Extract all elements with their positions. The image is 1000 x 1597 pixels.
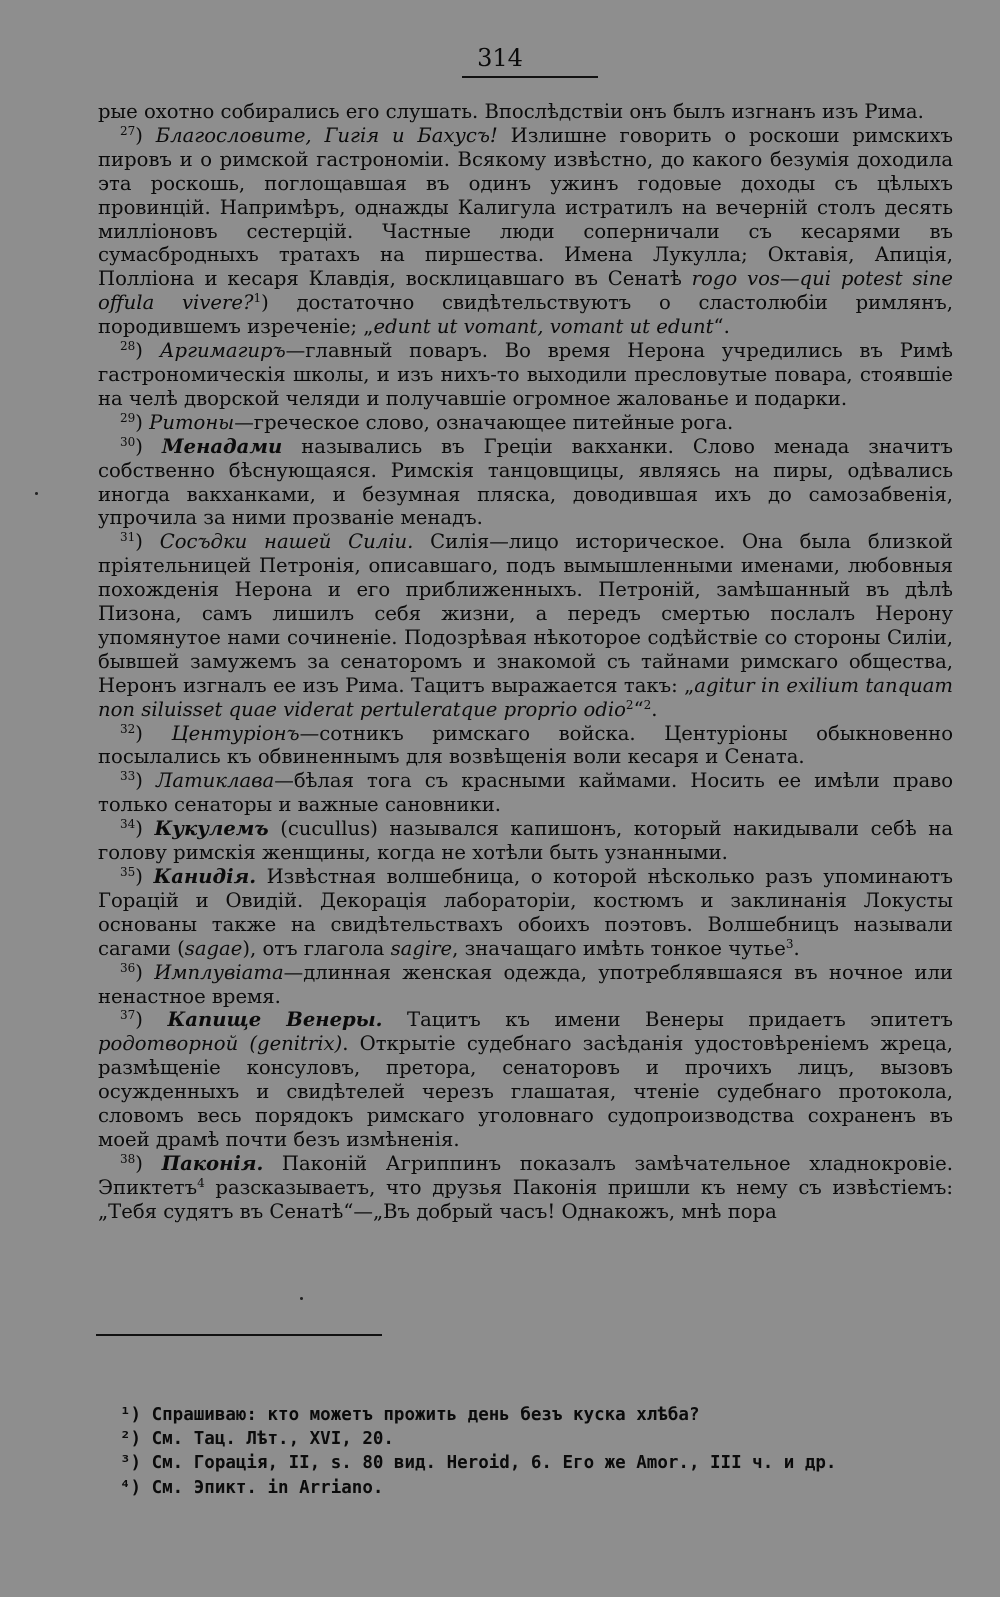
paragraph-text: —бѣлая тога съ красными каймами. Носить ее имѣли право только сенаторы и важные сановники.	[98, 769, 954, 817]
footnotes	[120, 1403, 960, 1500]
endnote-paragraph: $^{38}$) Паконія. Паконій Агриппинъ показалъ замѣчательное хладнокровіе. Эпиктетъ$^4$ разсказываетъ, что друзья Паконія пришли къ нему съ извѣстіемъ: „Тебя судятъ въ Сенатѣ“—„Въ добрый часъ! Однакожъ, мнѣ пора	[98, 1151, 954, 1223]
endnote-number: 36	[120, 960, 136, 975]
endnote-number: 37	[120, 1008, 136, 1023]
latin-phrase: sagae	[184, 936, 243, 960]
endnote-paragraph: $^{28}$) Аргимагиръ—главный поваръ. Во время Нерона учредились въ Римѣ гастрономическія школы, и изъ нихъ-то выходили пресловутые повара, стоявшіе на челѣ дворской челяди и получавшіе огромное жалованье и подарки.	[98, 339, 953, 410]
paragraph-text: разсказываетъ, что друзья Паконія пришли къ нему съ извѣстіемъ: „Тебя судятъ въ Сенатѣ“—„Въ добрый часъ! Однакожъ, мнѣ пора	[98, 1175, 953, 1223]
scan-speck	[300, 1297, 303, 1300]
page-number: 314	[477, 44, 523, 72]
paragraph-text: рые охотно собирались его слушать. Впослѣдствіи онъ былъ изгнанъ изъ Рима.	[98, 100, 924, 123]
paragraph-text: , значащаго имѣть тонкое чутье	[452, 936, 786, 960]
endnote-paragraph: $^{37}$) Капище Венеры. Тацитъ къ имени Венеры придаетъ эпитетъ родотворной (genitrix). Открытіе судебнаго засѣданія удостовѣреніемъ жреца, размѣщеніе консуловъ, претора, сенаторовъ и прочихъ лицъ, вызовъ осужденныхъ и свидѣтелей черезъ глашатая, чтеніе судебнаго протокола, словомъ весь порядокъ римскаго уголовнаго судопроизводства сохраненъ въ моей драмѣ почти безъ измѣненія.	[98, 1008, 954, 1151]
footnote-item: ³) См. Горація, II, s. 80 вид. Heroid, 6. Его же Amor., III ч. и др.	[120, 1453, 837, 1474]
footnote-ref: 1	[253, 291, 262, 306]
latin-phrase: родотворной (genitrix)	[98, 1032, 343, 1056]
paragraph-text: Излишне говорить о роскоши римскихъ пировъ и о римской гастрономіи. Всякому извѣстно, до какого безумія доходила эта роскошь, поглощавшая въ одинъ ужинъ годовые доходы съ цѣлыхъ провинцій. Напримѣръ, однажды Калигула истратилъ на вечерній столъ десять милліоновъ сестерцій. Частные люди соперничали съ кесарями въ сумасбродныхъ тратахъ на пиршества. Имена Лукулла; Октавія, Апиція, Полліона и кесаря Клавдія, восклицавшаго въ Сенатѣ	[98, 123, 954, 291]
paragraph-text: . Открытіе судебнаго засѣданія удостовѣреніемъ жреца, размѣщеніе консуловъ, претора, сенаторовъ и прочихъ лицъ, вызовъ осужденныхъ и свидѣтелей черезъ глашатая, чтеніе судебнаго протокола, словомъ весь порядокъ римскаго уголовнаго судопроизводства сохраненъ въ моей драмѣ почти безъ измѣненія.	[98, 1032, 953, 1151]
paragraph-text: .	[651, 697, 658, 721]
footnote-ref: 3	[785, 936, 794, 951]
body-text	[98, 100, 953, 1224]
paragraph-text: назывались въ Греціи вакханки. Слово менада значитъ собственно бѣснующаяся. Римскія танцовщицы, являясь на пиры, одѣвались иногда вакханками, и безумная пляска, доводившая ихъ до самозабвенія, упрочила за ними прозваніе менадъ.	[98, 434, 954, 530]
footnote-rule	[96, 1334, 382, 1336]
continued-paragraph	[98, 100, 953, 124]
footnote-ref: 4	[197, 1175, 205, 1190]
endnote-term: Сосъдки нашей Силіи.	[159, 530, 414, 554]
footnote-item: ¹) Спрашиваю: кто можетъ прожить день безъ куска хлѣба?	[120, 1405, 700, 1425]
endnote-term: Канидія.	[153, 865, 257, 888]
paragraph-text: “	[633, 697, 644, 721]
header-rule	[462, 76, 598, 78]
endnote-term: Латиклава	[156, 769, 275, 793]
scan-speck	[35, 492, 38, 495]
endnote-number: 30	[120, 434, 136, 449]
paragraph-text: .	[793, 936, 800, 960]
endnote-paragraph: $^{35}$) Канидія. Извѣстная волшебница, о которой нѣсколько разъ упоминаютъ Горацій и Овидій. Декорація лабораторіи, костюмъ и заклинанія Локусты основаны также на свидѣтельствахъ обоихъ поэтовъ. Волшебницъ называли сагами (sagae), отъ глагола sagire, значащаго имѣть тонкое чутье$^3$.	[98, 865, 953, 960]
paragraph-text: —главный поваръ. Во время Нерона учредились въ Римѣ гастрономическія школы, и изъ нихъ-то выходили пресловутые повара, стоявшіе на челѣ дворской челяди и получавшіе огромное жалованье и подарки.	[98, 339, 953, 410]
paragraph-text: Извѣстная волшебница, о которой нѣсколько разъ упоминаютъ Горацій и Овидій. Декорація лабораторіи, костюмъ и заклинанія Локусты основаны также на свидѣтельствахъ обоихъ поэтовъ. Волшебницъ называли сагами (	[98, 865, 953, 960]
footnote-ref: 2	[625, 697, 634, 712]
endnote-paragraph: $^{31}$) Сосъдки нашей Силіи. Силія—лицо историческое. Она была близкой пріятельницей Петронія, описавшаго, подъ вымышленными именами, любовныя похожденія Нерона и его приближенныхъ. Петроній, замѣшанный въ дѣлѣ Пизона, самъ лишилъ себя жизни, а передъ смертью послалъ Нерону упомянутое нами сочиненіе. Подозрѣвая нѣкоторое содѣйствіе со стороны Силіи, бывшей замужемъ за сенаторомъ и знакомой съ тайнами римскаго общества, Неронъ изгналъ ее изъ Рима. Тацитъ выражается такъ: „agitur in exilium tanquam non siluisset quae viderat pertuleratque proprio odio$^2$“$^2$.	[98, 530, 953, 721]
footnote-item: ⁴) См. Эпикт. in Arriano.	[120, 1477, 384, 1498]
paragraph-text: ), отъ глагола	[242, 936, 391, 960]
endnote-term: Капище Венеры.	[167, 1008, 383, 1032]
footnote-item: ²) См. Тац. Лѣт., XVI, 20.	[120, 1429, 394, 1450]
endnote-number: 32	[120, 721, 136, 736]
endnote-term: Благословите, Гигія и Бахусъ!	[155, 123, 498, 147]
latin-phrase: sagire	[390, 936, 453, 960]
endnote-term: Центуріонъ	[171, 721, 300, 745]
endnote-term: Ритоны	[149, 410, 235, 434]
endnote-number: 27	[120, 123, 136, 138]
endnote-term: Кукулемъ	[154, 817, 269, 841]
endnote-term: Менадами	[161, 434, 283, 458]
endnote-paragraph: $^{33}$) Латиклава—бѣлая тога съ красными каймами. Носить ее имѣли право только сенаторы и важные сановники.	[98, 769, 954, 817]
endnote-number: 34	[120, 817, 136, 832]
endnote-number: 31	[120, 530, 136, 545]
paragraph-text: Силія—лицо историческое. Она была близкой пріятельницей Петронія, описавшаго, подъ вымышленными именами, любовныя похожденія Нерона и его приближенныхъ. Петроній, замѣшанный въ дѣлѣ Пизона, самъ лишилъ себя жизни, а передъ смертью послалъ Нерону упомянутое нами сочиненіе. Подозрѣвая нѣкоторое содѣйствіе со стороны Силіи, бывшей замужемъ за сенаторомъ и знакомой съ тайнами римскаго общества, Неронъ изгналъ ее изъ Рима. Тацитъ выражается такъ: „	[98, 530, 953, 697]
endnote-paragraph: $^{34}$) Кукулемъ (cucullus) назывался капишонъ, который накидывали себѣ на голову римскія женщины, когда не хотѣли быть узнанными.	[98, 817, 954, 865]
paragraph-text: достаточно свидѣтельствуютъ о сластолюбіи римлянъ, породившемъ изреченіе; „	[98, 291, 953, 339]
endnote-paragraph: $^{36}$) Имплувіата—длинная женская одежда, употреблявшаяся въ ночное или ненастное время.	[98, 960, 953, 1008]
endnote-term: Имплувіата	[154, 960, 284, 984]
endnote-number: 35	[120, 865, 136, 879]
paragraph-text: Тацитъ къ имени Венеры придаетъ эпитетъ	[407, 1008, 954, 1032]
latin-phrase: edunt ut vomant, vomant ut edunt	[373, 315, 714, 339]
endnote-paragraph: $^{30}$) Менадами назывались въ Греціи вакханки. Слово менада значитъ собственно бѣснующаяся. Римскія танцовщицы, являясь на пиры, одѣвались иногда вакханками, и безумная пляска, доводившая ихъ до самозабвенія, упрочила за ними прозваніе менадъ.	[98, 434, 954, 530]
endnote-term: Паконія.	[161, 1151, 264, 1175]
paragraph-text: —греческое слово, означающее питейные рога.	[234, 410, 734, 434]
paragraph-text: —сотникъ римскаго войска. Центуріоны обыкновенно посылались къ обвиненнымъ для возвѣщенія воли кесаря и Сената.	[98, 721, 953, 769]
endnote-paragraph: $^{27}$) Благословите, Гигія и Бахусъ! Излишне говорить о роскоши римскихъ пировъ и о римской гастрономіи. Всякому извѣстно, до какого безумія доходила эта роскошь, поглощавшая въ одинъ ужинъ годовые доходы съ цѣлыхъ провинцій. Напримѣръ, однажды Калигула истратилъ на вечерній столъ десять милліоновъ сестерцій. Частные люди соперничали съ кесарями въ сумасбродныхъ тратахъ на пиршества. Имена Лукулла; Октавія, Апиція, Полліона и кесаря Клавдія, восклицавшаго въ Сенатѣ rogo vos—qui potest sine offula vivere?$^1$) достаточно свидѣтельствуютъ о сластолюбіи римлянъ, породившемъ изреченіе; „edunt ut vomant, vomant ut edunt“.	[98, 123, 954, 339]
endnote-paragraph: $^{32}$) Центуріонъ—сотникъ римскаго войска. Центуріоны обыкновенно посылались къ обвиненнымъ для возвѣщенія воли кесаря и Сената.	[98, 721, 953, 769]
latin-phrase: agitur in exilium tanquam non siluisset quae viderat pertuleratque proprio odio	[98, 673, 953, 721]
paragraph-text: (cucullus) назывался капишонъ, который накидывали себѣ на голову римскія женщины, когда не хотѣли быть узнанными.	[98, 817, 954, 865]
paragraph-text: Паконій Агриппинъ показалъ замѣчательное хладнокровіе. Эпиктетъ	[98, 1151, 954, 1199]
latin-phrase: rogo vos—qui potest sine offula vivere?	[98, 267, 953, 315]
endnote-number: 33	[120, 769, 136, 784]
endnote-number: 29	[120, 410, 136, 425]
footnote-ref: 2	[643, 697, 652, 712]
endnote-number: 38	[120, 1151, 136, 1166]
endnote-number: 28	[120, 339, 136, 354]
endnote-paragraph: $^{29}$) Ритоны—греческое слово, означающее питейные рога.	[120, 410, 734, 434]
endnote-term: Аргимагиръ	[159, 339, 286, 363]
paragraph-text: —длинная женская одежда, употреблявшаяся въ ночное или ненастное время.	[98, 960, 953, 1008]
paragraph-text: “.	[713, 315, 730, 339]
